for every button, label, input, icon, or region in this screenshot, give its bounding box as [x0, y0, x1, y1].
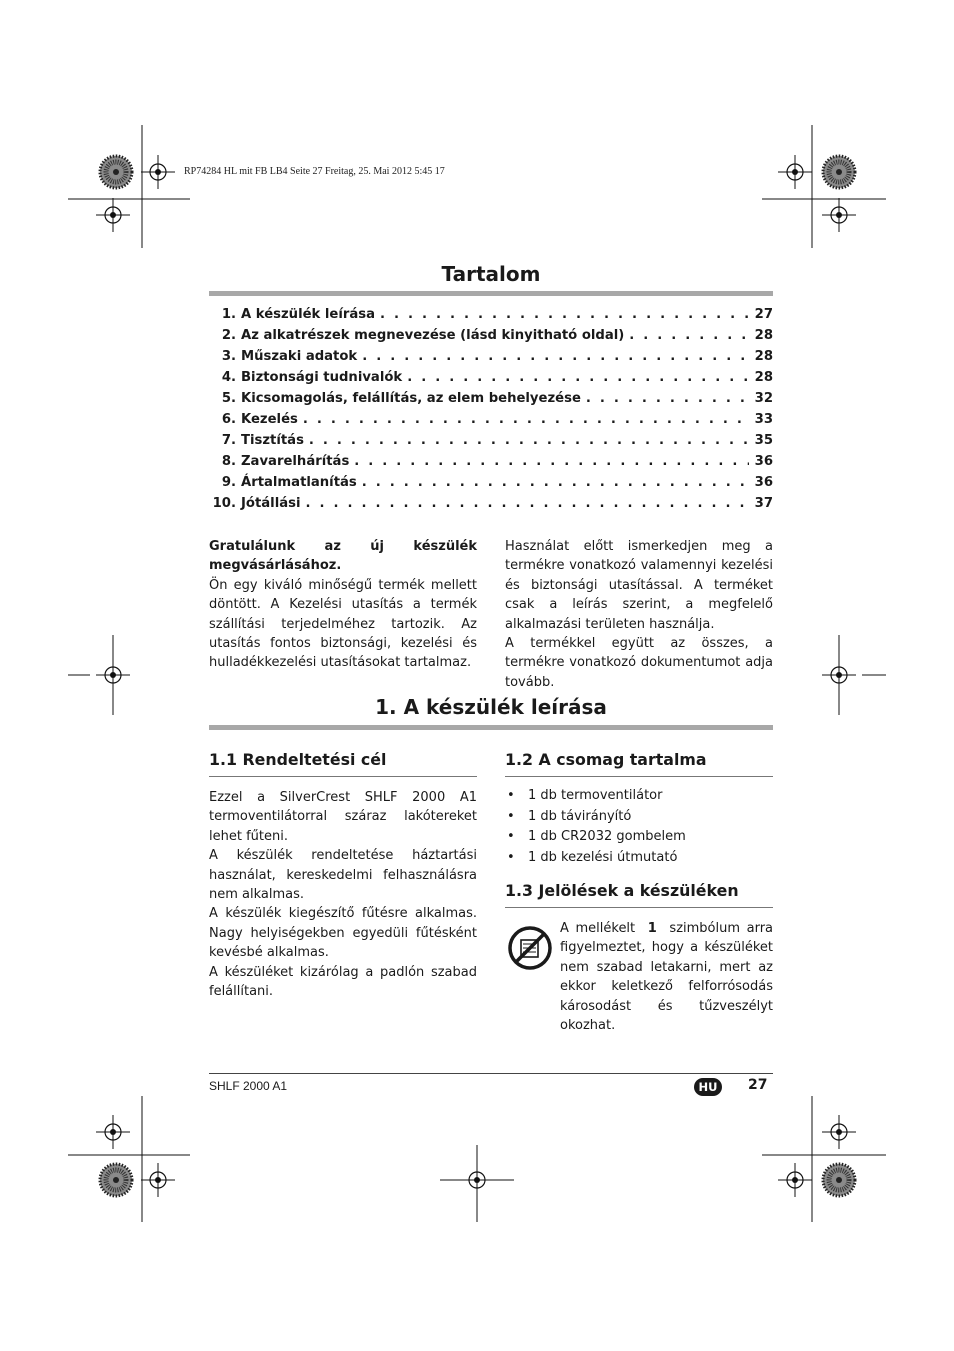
paragraph: A készüléket kizárólag a padlón szabad felállítani. — [209, 964, 477, 1000]
toc-item[interactable] — [209, 391, 773, 412]
list-item — [505, 809, 773, 830]
toc-item-number: 8. — [221, 454, 236, 469]
toc-item-title: Az alkatrészek megnevezése (lásd kinyitható oldal) — [241, 328, 625, 343]
print-slug: RP74284 HL mit FB LB4 Seite 27 Freitag, 25. Mai 2012 5:45 17 — [184, 166, 445, 177]
toc-item[interactable] — [209, 412, 773, 433]
footer-rule — [209, 1073, 773, 1074]
subsection-rule — [209, 776, 477, 777]
toc-item-page: 28 — [754, 370, 773, 385]
toc-item-number: 7. — [221, 433, 236, 448]
toc-item-page: 33 — [754, 412, 773, 427]
toc-item-title: A készülék leírása — [241, 307, 376, 322]
list-item-text: 1 db termoventilátor — [528, 788, 663, 803]
toc-leader — [300, 496, 749, 511]
subsection-title-1-2: 1.2 A csomag tartalma — [505, 750, 707, 769]
toc-leader — [624, 328, 749, 343]
toc-item-page: 36 — [754, 475, 773, 490]
toc-item[interactable] — [209, 349, 773, 370]
toc-item-number: 1. — [221, 307, 236, 322]
toc-item[interactable] — [209, 307, 773, 328]
intro-left-text: Ön egy kiváló minőségű termék mellett döntött. A Kezelési utasítás a termék szállítási terjedelméhez tartozik. Az utasítás fontos biztonsági, kezelési és hulladékkezelési utasításokat tartalmaz. — [209, 577, 477, 671]
paragraph: A készülék kiegészítő fűtésre alkalmas. Nagy helyiségekben egyedüli fűtésként kevésbé alkalmas. — [209, 906, 477, 961]
toc-item[interactable] — [209, 433, 773, 454]
toc-item-title: Műszaki adatok — [241, 349, 358, 364]
toc-list — [209, 307, 773, 517]
toc-item-title: Kicsomagolás, felállítás, az elem behelyezése — [241, 391, 581, 406]
list-item-text: 1 db CR2032 gombelem — [528, 829, 686, 844]
toc-item-page: 28 — [754, 328, 773, 343]
toc-item[interactable] — [209, 475, 773, 496]
subsection-rule — [505, 907, 773, 908]
toc-item-title: Tisztítás — [241, 433, 304, 448]
marking-description — [560, 919, 773, 1035]
list-item-text: 1 db kezelési útmutató — [528, 849, 678, 865]
toc-item-page: 35 — [754, 433, 773, 448]
bullet: • — [507, 829, 515, 844]
toc-leader — [375, 307, 749, 322]
toc-item-number: 9. — [221, 475, 236, 490]
toc-item-page: 32 — [754, 391, 773, 406]
toc-item-title: Ártalmatlanítás — [241, 475, 357, 490]
language-badge: HU — [694, 1078, 722, 1096]
toc-item[interactable] — [209, 454, 773, 475]
toc-leader — [402, 370, 749, 385]
toc-leader — [357, 349, 749, 364]
toc-item-number: 3. — [221, 349, 236, 364]
list-item — [505, 788, 773, 809]
toc-item[interactable] — [209, 328, 773, 349]
toc-item[interactable] — [209, 496, 773, 517]
toc-leader — [581, 391, 749, 406]
toc-leader — [349, 454, 749, 469]
section-title-rule — [209, 725, 773, 730]
toc-item-page: 27 — [754, 307, 773, 322]
list-item — [505, 850, 773, 871]
bullet: • — [507, 788, 515, 803]
toc-title-rule — [209, 291, 773, 296]
paragraph: Ezzel a SilverCrest SHLF 2000 A1 termoventilátorral száraz lakótereket lehet fűteni. — [209, 790, 477, 844]
toc-item-title: Biztonsági tudnivalók — [241, 370, 403, 385]
subsection-rule — [505, 776, 773, 777]
subsection-title-1-3: 1.3 Jelölések a készüléken — [505, 881, 739, 900]
toc-leader — [304, 433, 749, 448]
toc-item-page: 36 — [754, 454, 773, 469]
intro-right-column — [505, 537, 773, 692]
toc-item-number: 2. — [221, 328, 236, 343]
subsection-1-1-body — [209, 788, 477, 1001]
no-cover-icon — [507, 925, 553, 975]
toc-leader — [298, 412, 749, 427]
toc-item-number: 6. — [221, 412, 236, 427]
list-item-text: 1 db távirányító — [528, 808, 632, 824]
toc-item-number: 5. — [221, 391, 236, 406]
text: A mellékelt — [560, 921, 636, 936]
text: szimbólum arra figyelmeztet, hogy a készüléket nem szabad letakarni, mert az ekkor keletkező felforrósodás károsodást és tűzveszélyt okozhat. — [560, 921, 774, 1034]
footer-model: SHLF 2000 A1 — [209, 1079, 288, 1093]
toc-item-number: 10. — [212, 496, 236, 511]
toc-item-page: 37 — [754, 496, 773, 511]
toc-item-page: 28 — [754, 349, 773, 364]
intro-right-paragraph-1: Használat előtt ismerkedjen meg a termékre vonatkozó valamennyi kezelési és biztonsági utasítással. A terméket csak a leírás szerint, a megfelelő alkalmazási területen használja. — [505, 539, 773, 632]
toc-leader — [357, 475, 749, 490]
section-title: 1. A készülék leírása — [375, 695, 607, 719]
symbol-number: 1 — [647, 921, 657, 936]
toc-item-title: Jótállási — [241, 496, 301, 511]
paragraph: A készülék rendeltetése háztartási használat, kereskedelmi felhasználásra nem alkalmas. — [209, 848, 477, 903]
toc-item-title: Zavarelhárítás — [241, 454, 350, 469]
bullet: • — [507, 849, 515, 865]
page-number: 27 — [748, 1077, 768, 1093]
list-item — [505, 829, 773, 850]
intro-heading: Gratulálunk az új készülék megvásárlásához. — [209, 539, 477, 574]
bullet: • — [507, 808, 515, 824]
toc-item-title: Kezelés — [241, 412, 298, 427]
package-contents-list — [505, 788, 773, 870]
toc-item-number: 4. — [221, 370, 236, 385]
intro-left-column — [209, 537, 477, 673]
intro-right-paragraph-2: A termékkel együtt az összes, a termékre vonatkozó dokumentumot adja tovább. — [505, 636, 773, 690]
subsection-title-1-1: 1.1 Rendeltetési cél — [209, 750, 387, 769]
toc-title: Tartalom — [441, 262, 541, 286]
toc-item[interactable] — [209, 370, 773, 391]
